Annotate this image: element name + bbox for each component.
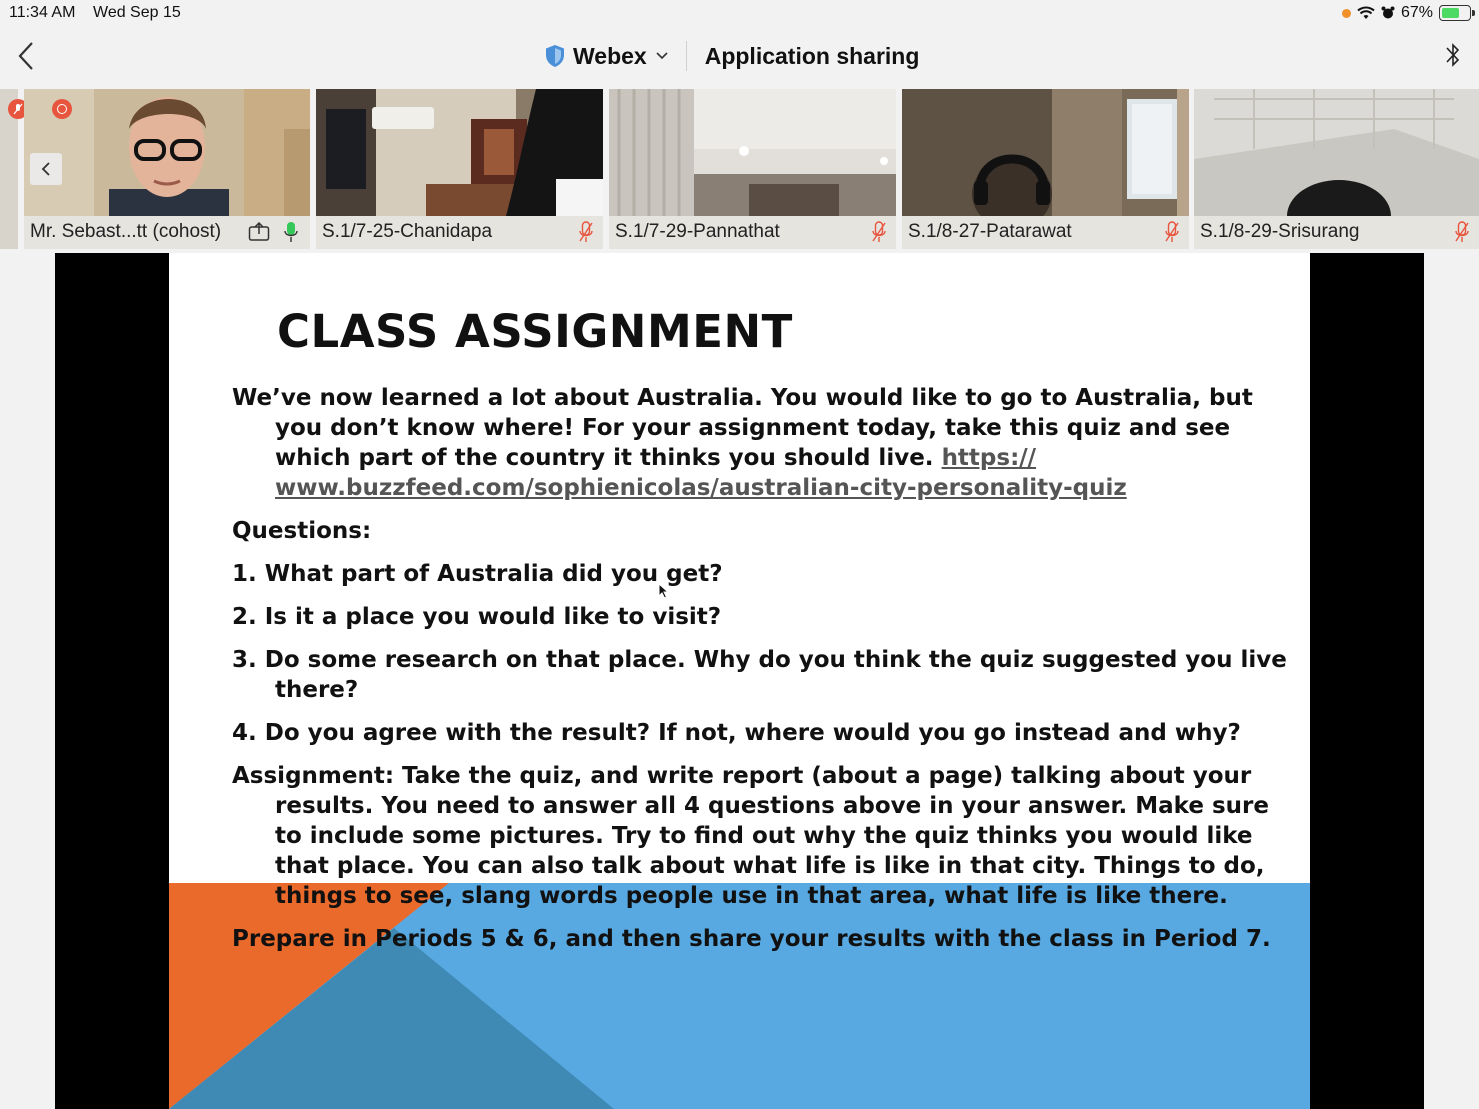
question-1: 1. What part of Australia did you get? [232, 561, 723, 587]
nav-center [545, 40, 919, 72]
participant-namebar [609, 216, 896, 249]
participant-strip [0, 89, 1479, 249]
app-switcher-label[interactable]: Webex [573, 42, 647, 69]
participant-tile[interactable] [902, 89, 1189, 249]
microphone-on-icon [284, 221, 298, 243]
status-right [1342, 4, 1471, 22]
participant-tile[interactable] [316, 89, 603, 249]
participant-tile[interactable] [1194, 89, 1479, 249]
participant-video [902, 89, 1189, 216]
participant-namebar [316, 216, 603, 249]
quiz-link-part1[interactable]: https:// [941, 445, 1037, 471]
participant-name: S.1/8-27-Patarawat [908, 221, 1072, 242]
chevron-left-icon [41, 162, 51, 176]
status-bar [0, 0, 1479, 28]
microphone-muted-icon [1165, 221, 1179, 243]
assignment-text [232, 761, 1269, 911]
participant-video [316, 89, 603, 216]
assignment-line: to include some pictures. Try to find out why the quiz thinks you would like [275, 823, 1253, 849]
participant-name: Mr. Sebast...tt (cohost) [30, 221, 222, 242]
participant-namebar [24, 216, 310, 249]
bluetooth-icon[interactable] [1445, 40, 1461, 70]
intro-line: you don’t know where! For your assignment today, take this quiz and see [275, 415, 1231, 441]
intro-line: We’ve now learned a lot about Australia. You would like to go to Australia, but [232, 385, 1253, 411]
question-3-line: 3. Do some research on that place. Why do you think the quiz suggested you live [232, 647, 1287, 673]
participant-name: S.1/7-29-Pannathat [615, 221, 780, 242]
battery-percent: 67% [1400, 4, 1433, 21]
assignment-line: results. You need to answer all 4 questions above in your answer. Make sure [275, 793, 1269, 819]
assignment-line: Assignment: Take the quiz, and write report (about a page) talking about your [232, 763, 1252, 789]
status-time: 11:34 AM [9, 4, 76, 21]
wifi-icon [1357, 6, 1375, 20]
questions-heading: Questions: [232, 518, 372, 544]
microphone-muted-icon [872, 221, 886, 243]
question-2: 2. Is it a place you would like to visit? [232, 604, 722, 630]
assignment-line: things to see, slang words people use in that area, what life is like there. [275, 883, 1228, 909]
mouse-pointer-icon [658, 583, 670, 599]
alarm-icon [1381, 6, 1395, 20]
quiz-link-part2[interactable]: www.buzzfeed.com/sophienicolas/australian-city-personality-quiz [275, 475, 1127, 501]
recording-badge-icon [52, 99, 72, 119]
recording-indicator-icon [1342, 9, 1351, 18]
strip-prev-button[interactable] [30, 153, 62, 185]
intro-line [232, 473, 1253, 503]
back-chevron-icon[interactable] [14, 40, 38, 72]
intro-line [232, 443, 1253, 473]
slide-intro [232, 383, 1253, 503]
participant-namebar [902, 216, 1189, 249]
chevron-down-icon[interactable] [656, 52, 668, 60]
status-date: Wed Sep 15 [93, 4, 181, 21]
slide-title: CLASS ASSIGNMENT [277, 305, 793, 358]
participant-name: S.1/7-25-Chanidapa [322, 221, 493, 242]
question-3-line: there? [275, 677, 359, 703]
participant-video [1194, 89, 1479, 216]
participant-video [609, 89, 896, 216]
question-3 [232, 645, 1287, 705]
participant-namebar [1194, 216, 1479, 249]
question-4: 4. Do you agree with the result? If not, where would you go instead and why? [232, 720, 1241, 746]
intro-line-text: which part of the country it thinks you should live. [275, 445, 934, 471]
shared-content-area[interactable] [55, 253, 1424, 1109]
shield-icon [545, 44, 565, 68]
participant-tile[interactable] [609, 89, 896, 249]
assignment-line: that place. You can also talk about what life is like in that city. Things to do, [275, 853, 1265, 879]
share-screen-icon [248, 222, 270, 242]
battery-icon [1439, 5, 1471, 21]
participant-name: S.1/8-29-Srisurang [1200, 221, 1360, 242]
nav-divider [686, 41, 687, 71]
page-title: Application sharing [704, 42, 920, 69]
nav-bar [0, 28, 1479, 85]
microphone-muted-icon [1455, 221, 1469, 243]
presentation-slide [169, 253, 1310, 1109]
prepare-text: Prepare in Periods 5 & 6, and then share your results with the class in Period 7. [232, 926, 1271, 952]
microphone-muted-icon [579, 221, 593, 243]
